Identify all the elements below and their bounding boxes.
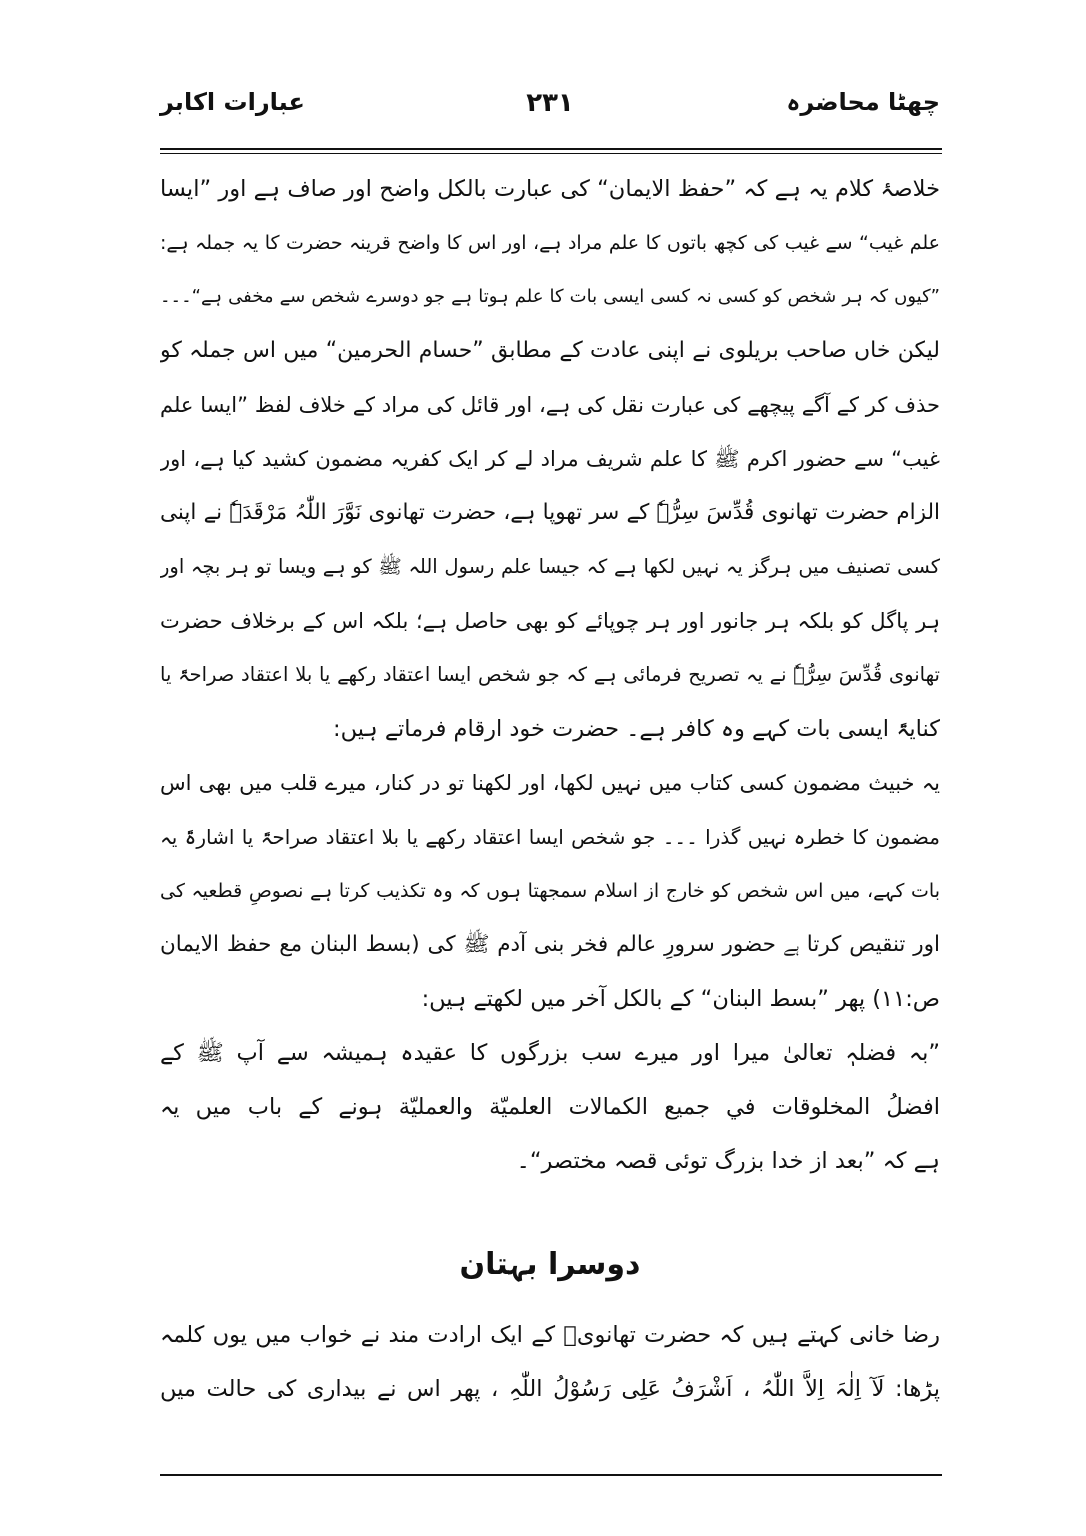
text-line: ہر پاگل کو بلکہ ہر جانور اور ہر چوپائے کو بھی حاصل ہے؛ بلکہ اس کے برخلاف حضرت — [160, 609, 940, 633]
header-rule — [160, 148, 942, 150]
header-rule-thin — [160, 153, 942, 154]
text-line: رضا خانی کہتے ہیں کہ حضرت تھانویؒ کے ایک ارادت مند نے خواب میں یوں کلمہ — [160, 1322, 940, 1348]
text-line: ہے کہ ”بعد از خدا بزرگ توئی قصہ مختصر“۔ — [516, 1148, 940, 1174]
text-line: علم غیب“ سے غیب کی کچھ باتوں کا علم مراد ہے، اور اس کا واضح قرینہ حضرت کا یہ جملہ ہے: — [160, 232, 940, 254]
text-line: یہ خبیث مضمون کسی کتاب میں نہیں لکھا، اور لکھنا تو در کنار، میرے قلب میں بھی اس — [160, 771, 940, 795]
page-body — [160, 162, 940, 1416]
page-number: ۲۳۱ — [526, 88, 574, 118]
text-line: کسی تصنیف میں ہرگز یہ نہیں لکھا ہے کہ جیسا علم رسول اللہ ﷺ کو ہے ویسا تو ہر بچہ اور — [160, 555, 940, 578]
text-line: الزام حضرت تھانوی قُدِّسَ سِرُّہٗ کے سر تھوپا ہے، حضرت تھانوی نَوَّرَ اللّٰہُ مَرْقَدَہٗ نے اپنی — [160, 500, 940, 525]
section-heading: دوسرا بہتان — [459, 1247, 641, 1282]
text-line: بات کہے، میں اس شخص کو خارج از اسلام سمجھتا ہوں کہ وہ تکذیب کرتا ہے نصوصِ قطعیہ کی — [160, 880, 940, 902]
text-line: کنایۃً ایسی بات کہے وہ کافر ہے۔ حضرت خود ارقام فرماتے ہیں: — [333, 716, 940, 742]
text-line: خلاصۂ کلام یہ ہے کہ ”حفظ الایمان“ کی عبارت بالکل واضح اور صاف ہے اور ”ایسا — [160, 176, 940, 202]
text-line: لیکن خاں صاحب بریلوی نے اپنی عادت کے مطابق ”حسام الحرمین“ میں اس جملہ کو — [160, 338, 940, 363]
running-header — [160, 88, 940, 132]
text-line: اور تنقیص کرتا ہے حضور سرورِ عالم فخر بنی آدم ﷺ کی (بسط البنان مع حفظ الایمان — [160, 932, 940, 957]
text-line: تھانوی قُدِّسَ سِرُّہٗ نے یہ تصریح فرمائی ہے کہ جو شخص ایسا اعتقاد رکھے یا بلا اعتقاد صراحۃً یا — [160, 663, 940, 686]
text-line: ص:۱۱) پھر ”بسط البنان“ کے بالکل آخر میں لکھتے ہیں: — [421, 986, 940, 1012]
text-line: مضمون کا خطرہ نہیں گذرا ۔۔۔ جو شخص ایسا اعتقاد رکھے یا بلا اعتقاد صراحۃً یا اشارۃً یہ — [160, 825, 940, 849]
book-title: عبارات اکابر — [160, 88, 305, 116]
footer-rule — [160, 1474, 942, 1476]
text-line: پڑھا: لَآ اِلٰہَ اِلاَّ اللّٰہُ ، اَشْرَفُ عَلِی رَسُوْلُ اللّٰہِ ، پھر اس نے بیداری کی حالت میں — [160, 1376, 940, 1402]
chapter-title: چھٹا محاضرہ — [786, 88, 940, 116]
text-line: افضلُ المخلوقات في جميع الكمالات العلميّة والعمليّة ہونے کے باب میں یہ — [160, 1094, 940, 1120]
text-line: ”بہ فضلہٖ تعالیٰ میرا اور میرے سب بزرگوں کا عقیدہ ہمیشہ سے آپ ﷺ کے — [160, 1040, 940, 1066]
text-line: ”کیوں کہ ہر شخص کو کسی نہ کسی ایسی بات کا علم ہوتا ہے جو دوسرے شخص سے مخفی ہے“۔۔۔ — [160, 286, 940, 307]
text-line: غیب“ سے حضور اکرم ﷺ کا علم شریف مراد لے کر ایک کفریہ مضمون کشید کیا ہے، اور — [160, 447, 940, 471]
text-line: حذف کر کے آگے پیچھے کی عبارت نقل کی ہے، اور قائل کی مراد کے خلاف لفظ ”ایسا علم — [160, 393, 940, 417]
